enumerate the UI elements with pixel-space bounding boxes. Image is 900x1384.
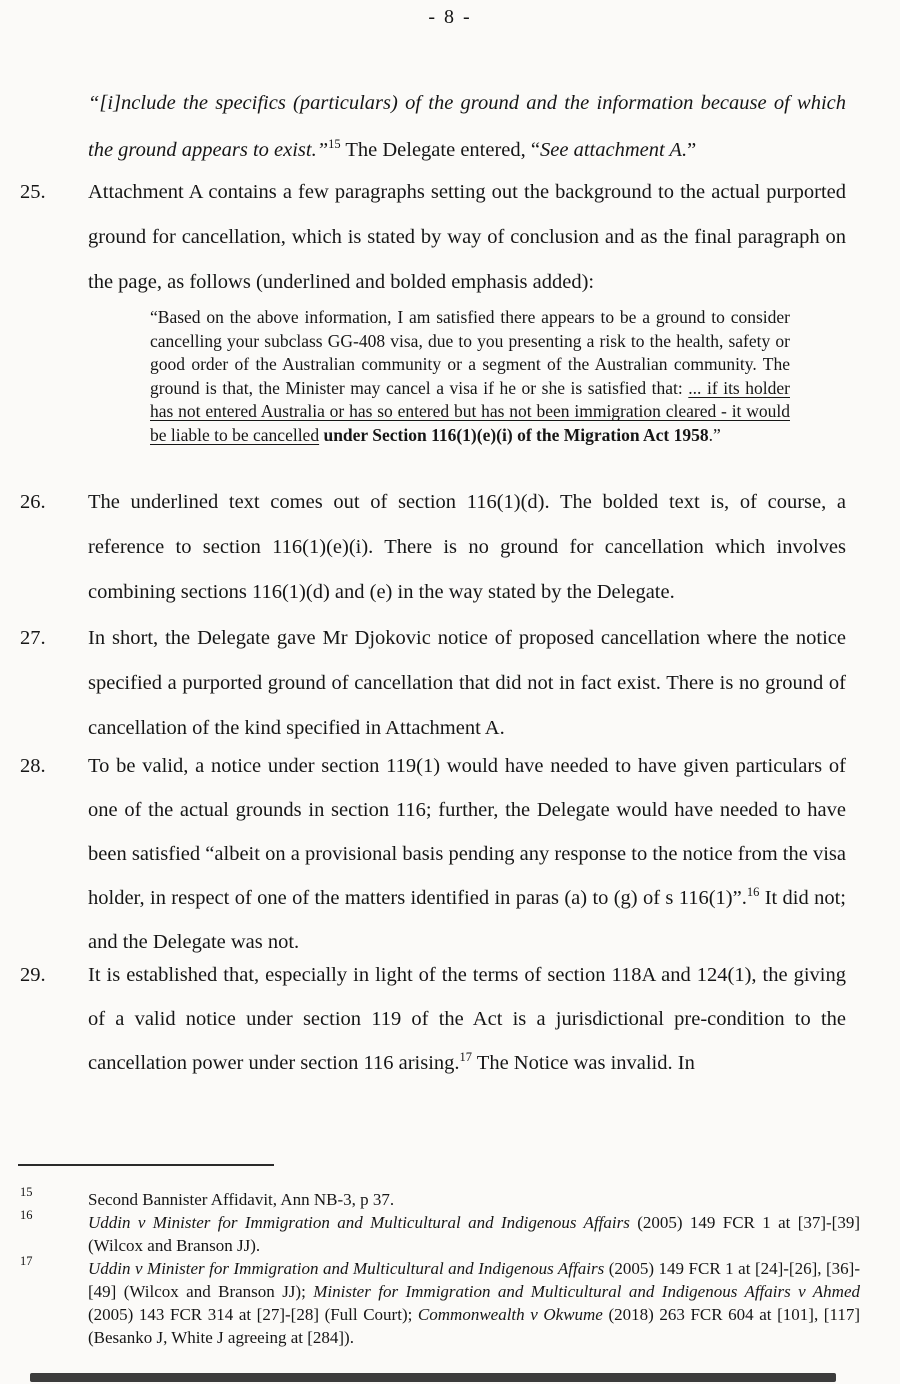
block-quote — [150, 306, 790, 448]
footnote-ref-17: 17 — [459, 1050, 473, 1065]
paragraph-26 — [0, 480, 900, 615]
intro-quote-italic: “[i]nclude the specifics (particulars) of the ground and the information because of which the ground appears to exist.” — [88, 92, 846, 161]
paragraph-29-text — [88, 953, 846, 1085]
paragraph-25 — [0, 170, 900, 305]
paragraph-29-text-after: The Notice was invalid. In — [472, 1052, 695, 1074]
footnote-17-case-name-1: Uddin v Minister for Immigration and Multicultural and Indigenous Affairs — [88, 1259, 605, 1278]
footnote-17-citation-3: (2018) 263 FCR 604 at [101], [117] (Besanko J, White J agreeing at [284]). — [88, 1305, 860, 1347]
paragraph-26-number: 26. — [20, 491, 46, 513]
footnote-17-citation-2: (2005) 143 FCR 314 at [27]-[28] (Full Court); — [88, 1305, 418, 1324]
footnotes-section — [0, 1185, 900, 1349]
page-number: - 8 - — [428, 6, 472, 28]
block-quote-underlined: ... if its holder has not entered Australia or has so entered but has not been immigration cleared - it would be liable to be cancelled — [150, 377, 790, 445]
footnote-separator-line — [18, 1164, 274, 1166]
paragraph-28-text-before: To be valid, a notice under section 119(1) would have needed to have given particulars of one of the actual grounds in section 116; further, the Delegate would have needed to have been satisfied “albeit on a provisional basis pending any response to the notice from the visa holder, in respect of one of the matters identified in paras (a) to (g) of s 116(1)”. — [88, 755, 846, 909]
footnote-16-case-name: Uddin v Minister for Immigration and Multicultural and Indigenous Affairs — [88, 1213, 630, 1232]
scan-edge-artifact-bar — [30, 1373, 836, 1382]
footnote-16 — [0, 1208, 900, 1257]
paragraph-29-number: 29. — [20, 964, 46, 986]
footnote-17-text — [88, 1257, 860, 1349]
footnote-16-text — [88, 1211, 860, 1257]
paragraph-28 — [0, 744, 900, 964]
footnote-15 — [0, 1185, 900, 1211]
footnote-17 — [0, 1254, 900, 1349]
paragraph-29-text-before: It is established that, especially in light of the terms of section 118A and 124(1), the giving of a valid notice under section 119 of the Act is a jurisdictional pre-condition to the cancellation power under section 116 arising. — [88, 964, 846, 1074]
block-quote-closing: .” — [708, 424, 721, 445]
paragraph-25-text: Attachment A contains a few paragraphs setting out the background to the actual purported ground for cancellation, which is stated by way of conclusion and as the final paragraph on the page, as follows (underlined and bolded emphasis added): — [88, 181, 846, 293]
paragraph-29 — [0, 953, 900, 1085]
intro-quote-roman: The Delegate entered, “ — [340, 139, 540, 161]
paragraph-26-text: The underlined text comes out of section 116(1)(d). The bolded text is, of course, a reference to section 116(1)(e)(i). There is no ground for cancellation which involves combining sections 116(1)(d) and (e) in the way stated by the Delegate. — [88, 491, 846, 603]
paragraph-28-text-after: It did not; and the Delegate was not. — [88, 887, 846, 953]
footnote-17-marker: 17 — [20, 1254, 33, 1268]
footnote-16-citation: (2005) 149 FCR 1 at [37]-[39] (Wilcox and Branson JJ). — [88, 1213, 861, 1255]
block-quote-bold: under Section 116(1)(e)(i) of the Migration Act 1958 — [319, 424, 709, 445]
paragraph-27 — [0, 616, 900, 751]
footnote-17-case-name-2: Minister for Immigration and Multicultural and Indigenous Affairs v Ahmed — [313, 1282, 860, 1301]
intro-quote-italic-2: See attachment A. — [540, 139, 688, 161]
paragraph-28-text — [88, 744, 846, 964]
footnote-15-part-0: Second Bannister Affidavit, Ann NB-3, p 37. — [88, 1190, 395, 1209]
paragraph-25-number: 25. — [20, 181, 46, 203]
footnote-ref-16: 16 — [746, 885, 760, 900]
footnote-17-case-name-3: Commonwealth v Okwume — [417, 1305, 603, 1324]
footnote-15-text — [88, 1188, 860, 1211]
intro-quote-closing: ” — [687, 139, 697, 161]
paragraph-28-number: 28. — [20, 755, 46, 777]
intro-quote-paragraph — [88, 80, 846, 174]
block-quote-roman: “Based on the above information, I am satisfied there appears to be a ground to consider cancelling your subclass GG-408 visa, due to you presenting a risk to the health, safety or good order of the Australian community or a segment of the Australian community. The ground is that, the Minister may cancel a visa if he or she is satisfied that: — [150, 307, 790, 398]
paragraph-27-text: In short, the Delegate gave Mr Djokovic notice of proposed cancellation where the notice specified a purported ground of cancellation that did not in fact exist. There is no ground of cancellation of the kind specified in Attachment A. — [88, 627, 846, 739]
footnote-16-marker: 16 — [20, 1208, 33, 1222]
footnote-15-marker: 15 — [20, 1185, 33, 1199]
footnote-17-citation-1: (2005) 149 FCR 1 at [24]-[26], [36]-[49] (Wilcox and Branson JJ); — [88, 1259, 860, 1301]
paragraph-27-number: 27. — [20, 627, 46, 649]
footnote-ref-15: 15 — [328, 137, 341, 152]
